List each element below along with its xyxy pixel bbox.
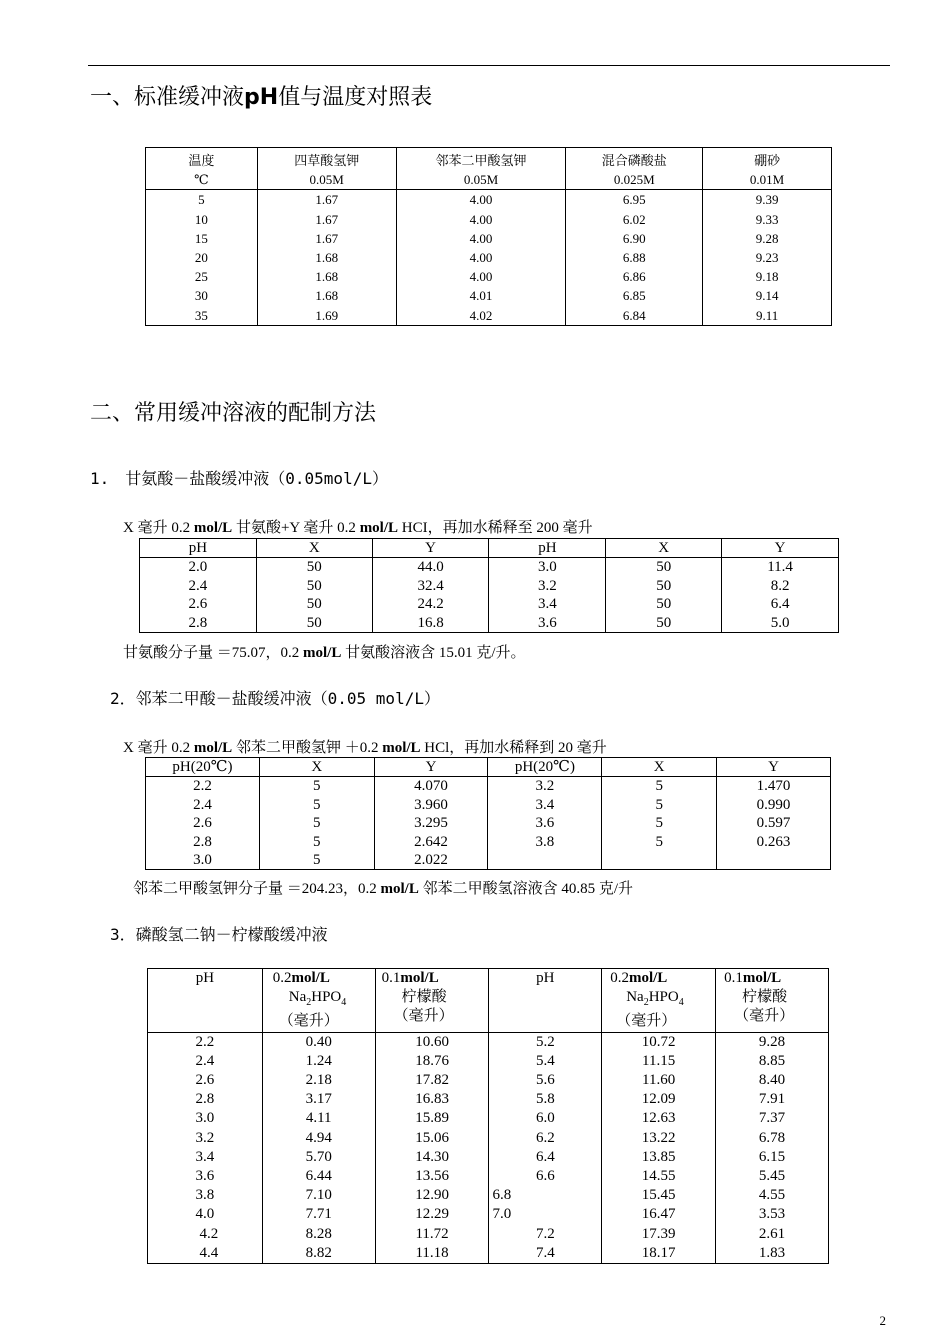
table-cell: 5 — [602, 833, 717, 851]
table-cell: 14.55 — [602, 1167, 716, 1186]
table-cell: 0.597 — [717, 814, 831, 832]
table-cell: 50 — [256, 558, 372, 577]
table-cell: 3.6 — [489, 614, 606, 633]
table-cell: 4.070 — [374, 777, 488, 796]
header-cell: 温度 — [146, 148, 258, 171]
table-cell: 16.8 — [372, 614, 489, 633]
table-cell: 24.2 — [372, 595, 489, 613]
table-cell: 8.2 — [722, 577, 839, 595]
table-cell: 3.2 — [489, 577, 606, 595]
table-cell: 9.23 — [703, 248, 832, 267]
table-cell: 3.8 — [488, 833, 602, 851]
table-cell: 5 — [602, 796, 717, 814]
table-cell: 6.8 — [489, 1186, 602, 1205]
table-cell: 32.4 — [372, 577, 489, 595]
table-row — [148, 1148, 829, 1167]
table-cell: 7.37 — [716, 1109, 829, 1128]
table-row — [148, 1090, 829, 1109]
header-cell: 0.1mol/L 柠檬酸 （毫升） — [375, 969, 489, 1033]
table-cell: 11.15 — [602, 1052, 716, 1071]
table-cell: 5.4 — [489, 1052, 602, 1071]
header-cell: Y — [717, 758, 831, 777]
table-cell: 9.11 — [703, 306, 832, 326]
table-cell: 0.990 — [717, 796, 831, 814]
table-row — [146, 851, 831, 870]
table-cell: 3.4 — [489, 595, 606, 613]
table-header-row — [146, 758, 831, 777]
table-cell: 50 — [606, 577, 722, 595]
table-cell: 6.6 — [489, 1167, 602, 1186]
table-cell: 9.33 — [703, 210, 832, 229]
buffer3-heading: 3．磷酸氢二钠－柠檬酸缓冲液 — [110, 925, 328, 944]
table-row — [146, 833, 831, 851]
table-cell: 5 — [259, 777, 374, 796]
buffer1-heading: 1. 甘氨酸－盐酸缓冲液（0.05mol/L） — [90, 469, 388, 488]
table-cell: 50 — [606, 614, 722, 633]
table-row — [148, 1109, 829, 1128]
buffer2-heading: 2．邻苯二甲酸－盐酸缓冲液（0.05 mol/L） — [110, 689, 440, 708]
table-cell: 9.14 — [703, 286, 832, 305]
table-cell: 6.44 — [262, 1167, 375, 1186]
table-cell: 4.00 — [396, 248, 566, 267]
table-row — [146, 210, 832, 229]
buffer1-note: 甘氨酸分子量 ＝75.07，0.2 mol/L 甘氨酸溶液含 15.01 克/升。 — [123, 645, 526, 661]
table-cell: 1.67 — [257, 210, 396, 229]
table-cell: 0.263 — [717, 833, 831, 851]
table-cell: 3.4 — [148, 1148, 263, 1167]
header-cell: 混合磷酸盐 — [566, 148, 703, 171]
table-cell: 15 — [146, 229, 258, 248]
table-row — [140, 595, 839, 613]
header-cell: 0.05M — [257, 170, 396, 190]
table-cell: 1.67 — [257, 190, 396, 210]
table-cell: 2.2 — [148, 1032, 263, 1052]
header-cell: pH(20℃) — [488, 758, 602, 777]
table-cell: 18.17 — [602, 1244, 716, 1264]
table-cell: 1.83 — [716, 1244, 829, 1264]
table-cell: 9.18 — [703, 267, 832, 286]
table-cell: 4.2 — [148, 1225, 263, 1244]
section2-title: 二、常用缓冲溶液的配制方法 — [90, 401, 377, 426]
table-cell: 11.72 — [375, 1225, 489, 1244]
table-cell: 7.71 — [262, 1205, 375, 1224]
table-cell: 6.15 — [716, 1148, 829, 1167]
table-cell: 2.6 — [148, 1071, 263, 1090]
table-cell: 12.29 — [375, 1205, 489, 1224]
table-row — [148, 1129, 829, 1148]
table-cell: 3.8 — [148, 1186, 263, 1205]
table-cell: 7.91 — [716, 1090, 829, 1109]
table-cell: 15.89 — [375, 1109, 489, 1128]
table-cell: 2.8 — [140, 614, 257, 633]
table-cell: 4.02 — [396, 306, 566, 326]
table-row — [146, 248, 832, 267]
section1-title: 一、标准缓冲液pH值与温度对照表 — [90, 85, 433, 110]
table-row — [148, 1167, 829, 1186]
header-cell: pH — [489, 969, 602, 1033]
table-cell: 1.68 — [257, 267, 396, 286]
table-cell: 5 — [259, 833, 374, 851]
phthalate-hcl-table — [145, 757, 831, 870]
table-cell: 50 — [256, 577, 372, 595]
table-cell: 25 — [146, 267, 258, 286]
header-cell: 0.01M — [703, 170, 832, 190]
header-cell: 0.2mol/L $Na_2HPO_4$ （毫升） — [602, 969, 716, 1033]
table-cell: 30 — [146, 286, 258, 305]
table-cell: 6.88 — [566, 248, 703, 267]
header-cell: 邻苯二甲酸氢钾 — [396, 148, 566, 171]
header-cell: pH — [148, 969, 263, 1033]
table-cell: 11.60 — [602, 1071, 716, 1090]
table-cell: 4.0 — [148, 1205, 263, 1224]
table-cell: 6.95 — [566, 190, 703, 210]
ph-temperature-table — [145, 147, 832, 326]
table-cell: 3.53 — [716, 1205, 829, 1224]
table-cell: 50 — [606, 558, 722, 577]
table-cell: 6.85 — [566, 286, 703, 305]
table-cell: 1.68 — [257, 286, 396, 305]
table-row — [148, 1205, 829, 1224]
table-cell: 4.4 — [148, 1244, 263, 1264]
table-cell: 10.72 — [602, 1032, 716, 1052]
table-cell: 4.11 — [262, 1109, 375, 1128]
table-cell: 16.47 — [602, 1205, 716, 1224]
header-cell: 0.05M — [396, 170, 566, 190]
table-cell: 5.6 — [489, 1071, 602, 1090]
table-row — [140, 614, 839, 633]
buffer2-recipe: X 毫升 0.2 mol/L 邻苯二甲酸氢钾 ＋0.2 mol/L HCl，再加水稀释到 20 毫升 — [123, 740, 607, 756]
table-cell: 12.90 — [375, 1186, 489, 1205]
table-cell: 8.85 — [716, 1052, 829, 1071]
table-cell: 0.40 — [262, 1032, 375, 1052]
table-cell: 5 — [259, 796, 374, 814]
table-row — [148, 1225, 829, 1244]
table-cell: 50 — [606, 595, 722, 613]
table-cell: 35 — [146, 306, 258, 326]
table-cell: 5 — [602, 777, 717, 796]
header-cell: ℃ — [146, 170, 258, 190]
header-cell: Y — [372, 539, 489, 558]
table-cell: 2.022 — [374, 851, 488, 870]
table-cell: 2.8 — [148, 1090, 263, 1109]
table-cell: 7.2 — [489, 1225, 602, 1244]
buffer2-note: 邻苯二甲酸氢钾分子量 ＝204.23，0.2 mol/L 邻苯二甲酸氢溶液含 40.85 克/升 — [133, 881, 634, 897]
buffer1-recipe: X 毫升 0.2 mol/L 甘氨酸+Y 毫升 0.2 mol/L HCI，再加水稀释至 200 毫升 — [123, 520, 593, 536]
table-cell: 2.61 — [716, 1225, 829, 1244]
table-cell: 3.960 — [374, 796, 488, 814]
table-cell: 16.83 — [375, 1090, 489, 1109]
table-cell: 1.68 — [257, 248, 396, 267]
table-cell — [488, 851, 602, 870]
table-cell: 4.00 — [396, 190, 566, 210]
table-cell: 50 — [256, 595, 372, 613]
table-cell: 4.00 — [396, 210, 566, 229]
header-cell: Y — [374, 758, 488, 777]
table-header-row — [146, 170, 832, 190]
header-cell: 0.1mol/L 柠檬酸 （毫升） — [716, 969, 829, 1033]
table-cell: 15.45 — [602, 1186, 716, 1205]
table-cell: 5 — [146, 190, 258, 210]
table-cell: 2.642 — [374, 833, 488, 851]
table-cell: 2.18 — [262, 1071, 375, 1090]
table-row — [140, 577, 839, 595]
table-cell: 6.2 — [489, 1129, 602, 1148]
table-cell: 5 — [259, 851, 374, 870]
table-cell: 9.39 — [703, 190, 832, 210]
header-cell: 0.025M — [566, 170, 703, 190]
table-cell: 3.2 — [488, 777, 602, 796]
table-cell: 3.0 — [489, 558, 606, 577]
header-cell: X — [602, 758, 717, 777]
table-cell: 2.6 — [140, 595, 257, 613]
table-row — [146, 267, 832, 286]
table-cell: 4.94 — [262, 1129, 375, 1148]
table-cell: 6.84 — [566, 306, 703, 326]
table-cell: 12.09 — [602, 1090, 716, 1109]
table-cell: 5.2 — [489, 1032, 602, 1052]
table-cell: 13.22 — [602, 1129, 716, 1148]
header-cell: 四草酸氢钾 — [257, 148, 396, 171]
table-cell: 5 — [602, 814, 717, 832]
table-cell: 4.00 — [396, 267, 566, 286]
table-row — [146, 814, 831, 832]
table-cell: 3.4 — [488, 796, 602, 814]
table-cell: 2.6 — [146, 814, 260, 832]
table-cell: 2.2 — [146, 777, 260, 796]
table-cell: 3.17 — [262, 1090, 375, 1109]
table-cell: 11.18 — [375, 1244, 489, 1264]
table-cell: 8.82 — [262, 1244, 375, 1264]
table-row — [148, 1052, 829, 1071]
table-header-row — [148, 969, 829, 1033]
table-cell: 11.4 — [722, 558, 839, 577]
table-cell: 6.02 — [566, 210, 703, 229]
table-cell: 18.76 — [375, 1052, 489, 1071]
phosphate-citrate-table — [147, 968, 829, 1264]
table-cell: 3.6 — [148, 1167, 263, 1186]
table-row — [148, 1186, 829, 1205]
table-cell: 3.2 — [148, 1129, 263, 1148]
table-cell: 17.82 — [375, 1071, 489, 1090]
table-cell: 7.4 — [489, 1244, 602, 1264]
table-row — [146, 190, 832, 210]
table-row — [146, 306, 832, 326]
table-cell: 1.69 — [257, 306, 396, 326]
table-cell — [717, 851, 831, 870]
table-cell: 1.24 — [262, 1052, 375, 1071]
table-cell: 4.01 — [396, 286, 566, 305]
table-row — [146, 286, 832, 305]
table-cell: 7.0 — [489, 1205, 602, 1224]
table-header-row — [140, 539, 839, 558]
table-cell: 12.63 — [602, 1109, 716, 1128]
table-cell: 5.70 — [262, 1148, 375, 1167]
table-cell: 3.6 — [488, 814, 602, 832]
table-cell: 13.85 — [602, 1148, 716, 1167]
table-cell: 6.78 — [716, 1129, 829, 1148]
table-row — [146, 777, 831, 796]
table-row — [146, 229, 832, 248]
table-cell: 44.0 — [372, 558, 489, 577]
table-cell: 6.4 — [489, 1148, 602, 1167]
table-cell: 7.10 — [262, 1186, 375, 1205]
glycine-hcl-table — [139, 538, 839, 633]
table-cell: 2.4 — [148, 1052, 263, 1071]
table-cell: 9.28 — [716, 1032, 829, 1052]
table-cell: 5 — [259, 814, 374, 832]
table-cell: 9.28 — [703, 229, 832, 248]
table-cell: 6.86 — [566, 267, 703, 286]
table-cell: 8.40 — [716, 1071, 829, 1090]
table-cell: 2.4 — [140, 577, 257, 595]
table-cell: 17.39 — [602, 1225, 716, 1244]
header-cell: X — [256, 539, 372, 558]
page-number: 2 — [879, 1313, 886, 1328]
table-row — [148, 1244, 829, 1264]
header-cell: Y — [722, 539, 839, 558]
table-row — [140, 558, 839, 577]
table-cell: 15.06 — [375, 1129, 489, 1148]
table-cell: 3.0 — [148, 1109, 263, 1128]
table-cell: 6.0 — [489, 1109, 602, 1128]
table-cell: 13.56 — [375, 1167, 489, 1186]
table-row — [148, 1071, 829, 1090]
table-cell: 1.67 — [257, 229, 396, 248]
table-cell: 1.470 — [717, 777, 831, 796]
header-cell: pH(20℃) — [146, 758, 260, 777]
table-cell: 20 — [146, 248, 258, 267]
table-row — [146, 796, 831, 814]
header-cell: 0.2mol/L $Na_2HPO_4$ （毫升） — [262, 969, 375, 1033]
header-cell: pH — [140, 539, 257, 558]
header-cell: X — [606, 539, 722, 558]
table-cell: 2.8 — [146, 833, 260, 851]
table-cell: 6.4 — [722, 595, 839, 613]
table-cell: 10 — [146, 210, 258, 229]
table-cell: 50 — [256, 614, 372, 633]
table-cell: 5.0 — [722, 614, 839, 633]
table-cell: 4.00 — [396, 229, 566, 248]
table-cell: 4.55 — [716, 1186, 829, 1205]
table-row — [148, 1032, 829, 1052]
header-cell: X — [259, 758, 374, 777]
table-cell: 3.0 — [146, 851, 260, 870]
table-cell: 5.8 — [489, 1090, 602, 1109]
table-cell: 2.4 — [146, 796, 260, 814]
table-cell — [602, 851, 717, 870]
table-cell: 8.28 — [262, 1225, 375, 1244]
table-header-row — [146, 148, 832, 171]
table-cell: 10.60 — [375, 1032, 489, 1052]
header-cell: pH — [489, 539, 606, 558]
table-cell: 6.90 — [566, 229, 703, 248]
table-cell: 2.0 — [140, 558, 257, 577]
table-cell: 5.45 — [716, 1167, 829, 1186]
header-rule — [88, 65, 890, 66]
table-cell: 14.30 — [375, 1148, 489, 1167]
header-cell: 硼砂 — [703, 148, 832, 171]
table-cell: 3.295 — [374, 814, 488, 832]
